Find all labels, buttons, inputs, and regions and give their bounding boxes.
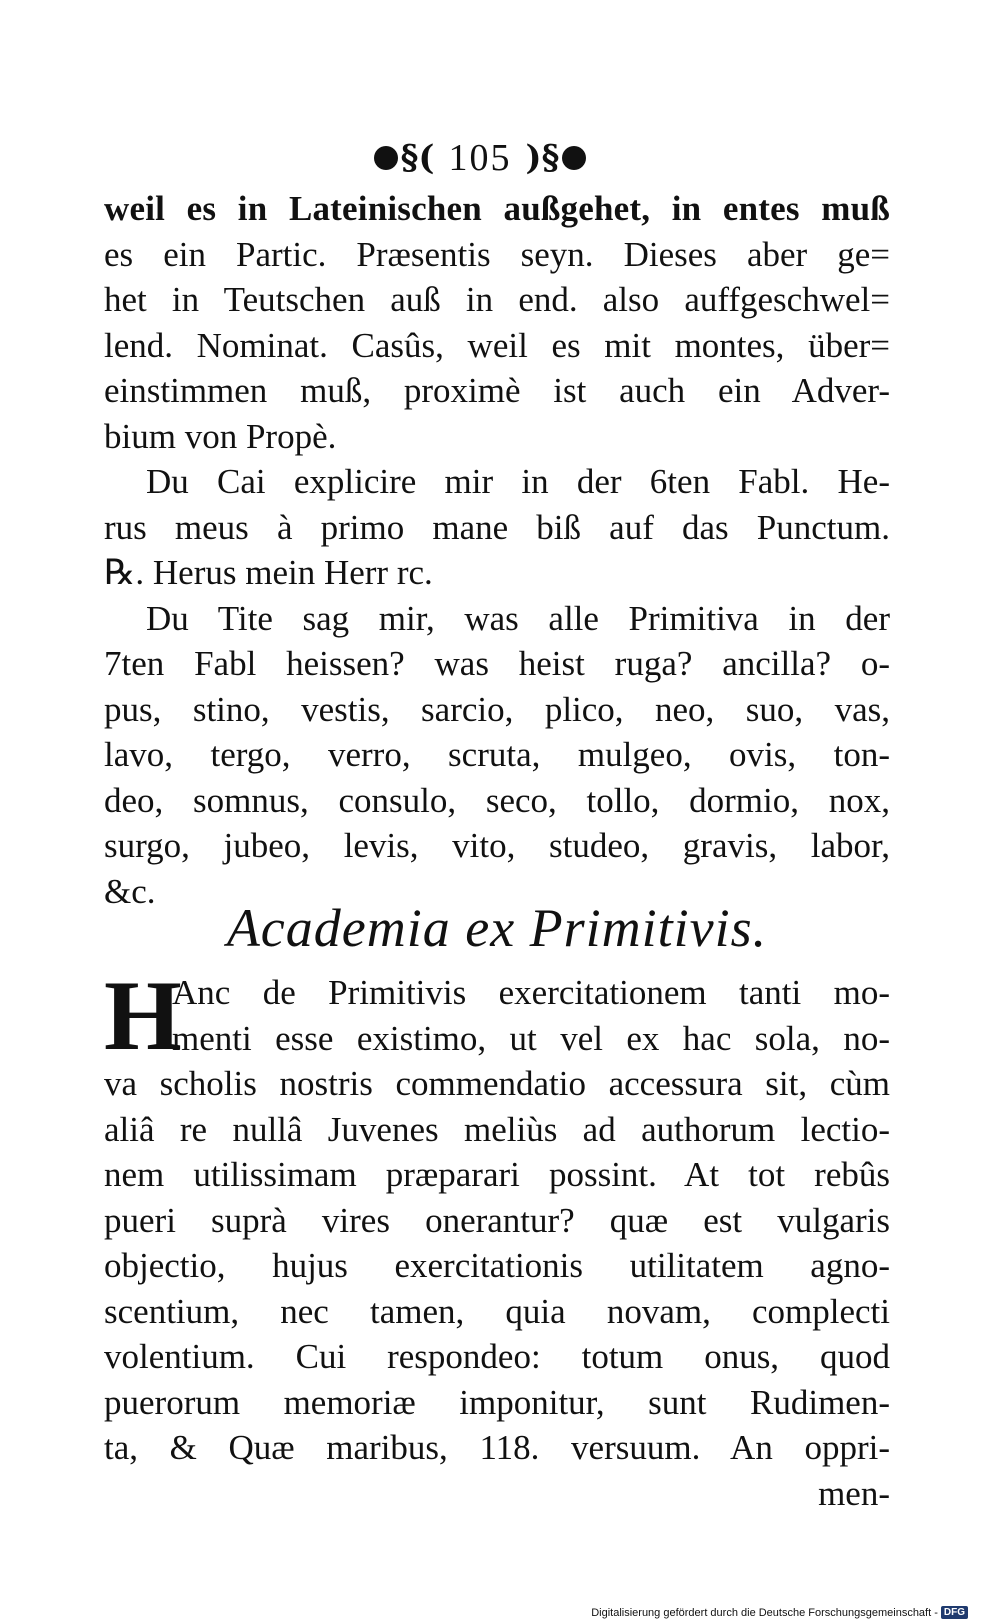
text-line: het in Teutschen auß in end. also auffgeschwel= [104,280,890,319]
text-line: 7ten Fabl heissen? was heist ruga? ancilla? o- [104,644,890,683]
footer-text: Digitalisierung gefördert durch die Deutsche Forschungsgemeinschaft - [591,1606,938,1619]
ornament-right: )§ [526,141,587,175]
ornament-left: §( [374,141,435,175]
text-line: surgo, jubeo, levis, vito, studeo, gravis, labor, [104,826,890,865]
text-line: deo, somnus, consulo, seco, tollo, dormio, nox, [104,780,890,820]
text-line: lend. Nominat. Casûs, weil es mit montes, über= [104,325,890,365]
text-line: es ein Partic. Præsentis seyn. Dieses aber ge= [104,234,890,274]
text-line: bium von Propè. [104,416,337,456]
section-heading: Academia ex Primitivis. [226,898,768,958]
text-line: objectio, hujus exercitationis utilitatem agno- [104,1246,890,1285]
text-line: nem utilissimam præparari possint. At tot rebûs [104,1155,890,1194]
text-line: volentium. Cui respondeo: totum onus, quod [104,1337,890,1376]
text-line: pueri suprà vires onerantur? quæ est vulgaris [104,1200,890,1240]
ornament-right-icon [562,146,586,170]
text-line: puerorum memoriæ imponitur, sunt Rudimen- [104,1382,890,1422]
ornament-left-icon [374,146,398,170]
page-header [330,130,630,186]
catchword: men- [818,1473,890,1513]
text-line: Du Cai explicire mir in der 6ten Fabl. He- [146,462,890,501]
text-line: Du Tite sag mir, was alle Primitiva in der [146,598,890,638]
text-line: rus meus à primo mane biß auf das Punctum. [104,507,890,547]
page-number: 105 [448,137,512,179]
text-line: va scholis nostris commendatio accessura sit, cùm [104,1064,890,1103]
text-line: aliâ re nullâ Juvenes meliùs ad authorum lectio- [104,1109,890,1149]
text-line: menti esse existimo, ut vel ex hac sola, no- [172,1018,890,1058]
paragraph-2 [104,960,890,1516]
text-line: ℞. Herus mein Herr rc. [104,553,433,592]
text-line: pus, stino, vestis, sarcio, plico, neo, suo, vas, [104,689,890,729]
text-line: ta, & Quæ maribus, 118. versuum. An oppri- [104,1428,890,1467]
text-line: Anc de Primitivis exercitationem tanti mo- [172,973,890,1012]
text-line: weil es in Lateinischen außgehet, in entes muß [104,189,890,228]
text-line: &c. [104,871,156,911]
text-line: einstimmen muß, proximè ist auch ein Adver- [104,371,890,410]
text-line: scentium, nec tamen, quia novam, complecti [104,1291,890,1331]
paragraph-1 [104,186,890,914]
text-line: lavo, tergo, verro, scruta, mulgeo, ovis, ton- [104,735,890,774]
dfg-logo-icon: DFG [941,1606,968,1619]
digitization-footer [591,1606,968,1619]
drop-cap: H [104,960,182,1071]
